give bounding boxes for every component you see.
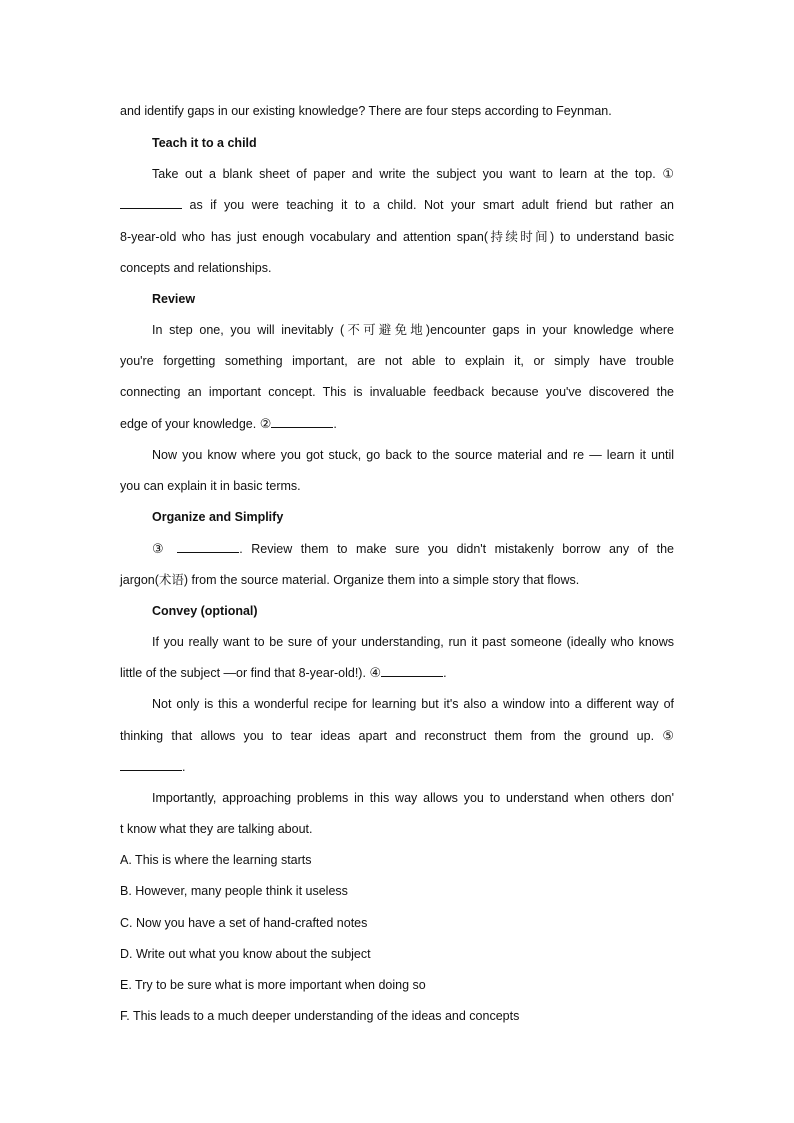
paragraph-line: you're forgetting something important, are not able to explain it, or simply have trouble [120, 354, 674, 368]
paragraph-line: . [120, 757, 674, 777]
blank-number: ② [259, 417, 272, 432]
paragraph-line [120, 726, 674, 746]
text-span: thinking that allows you to tear ideas apart and reconstruct them from the ground up. [120, 729, 655, 743]
answer-blank-2[interactable] [271, 414, 333, 428]
paragraph-line: 8-year-old who has just enough vocabulary and attention span(持续时间) to understand basic [120, 230, 674, 244]
paragraph-line [120, 195, 674, 215]
blank-number: ③ [152, 542, 169, 557]
paragraph-line: edge of your knowledge. ② . [120, 414, 674, 434]
option-d: D. Write out what you know about the subject [120, 947, 371, 961]
text-span: edge of your knowledge. [120, 417, 257, 431]
blank-number: ① [662, 167, 674, 182]
heading-teach-child: Teach it to a child [152, 136, 257, 150]
paragraph-line [152, 539, 674, 559]
answer-blank-1[interactable] [120, 195, 182, 209]
paragraph-line: In step one, you will inevitably (不可避免地)encounter gaps in your knowledge where [152, 323, 674, 337]
answer-blank-5[interactable] [120, 757, 182, 771]
heading-review: Review [152, 292, 196, 306]
option-c: C. Now you have a set of hand-crafted notes [120, 916, 368, 930]
option-b: B. However, many people think it useless [120, 884, 348, 898]
answer-blank-3[interactable] [177, 539, 239, 553]
paragraph-line: concepts and relationships. [120, 261, 272, 275]
option-f: F. This leads to a much deeper understanding of the ideas and concepts [120, 1009, 520, 1023]
heading-convey: Convey (optional) [152, 604, 258, 618]
text-span: . Review them to make sure you didn't mistakenly borrow any of the [239, 542, 674, 556]
blank-number: ⑤ [662, 729, 674, 744]
paragraph-line: jargon(术语) from the source material. Organize them into a simple story that flows. [120, 573, 580, 587]
text-span: as if you were teaching it to a child. Not your smart adult friend but rather an [189, 198, 674, 212]
paragraph-line [152, 164, 674, 184]
blank-number: ④ [369, 666, 382, 681]
option-e: E. Try to be sure what is more important when doing so [120, 978, 426, 992]
paragraph-line: If you really want to be sure of your understanding, run it past someone (ideally who knows [152, 635, 674, 649]
option-a: A. This is where the learning starts [120, 853, 312, 867]
text-span: little of the subject —or find that 8-year-old!). [120, 666, 366, 680]
paragraph-line: Now you know where you got stuck, go back to the source material and re — learn it until [152, 448, 674, 462]
paragraph-line: Not only is this a wonderful recipe for learning but it's also a window into a different way of [152, 697, 674, 711]
heading-organize: Organize and Simplify [152, 510, 284, 524]
paragraph-line: connecting an important concept. This is invaluable feedback because you've discovered the [120, 385, 674, 399]
paragraph-line: Importantly, approaching problems in this way allows you to understand when others don' [152, 791, 674, 805]
intro-line: and identify gaps in our existing knowledge? There are four steps according to Feynman. [120, 104, 612, 118]
text-span: Take out a blank sheet of paper and write the subject you want to learn at the top. [152, 167, 656, 181]
paragraph-line: t know what they are talking about. [120, 822, 313, 836]
paragraph-line: little of the subject —or find that 8-year-old!). ④ . [120, 663, 674, 683]
answer-blank-4[interactable] [381, 663, 443, 677]
paragraph-line: you can explain it in basic terms. [120, 479, 301, 493]
